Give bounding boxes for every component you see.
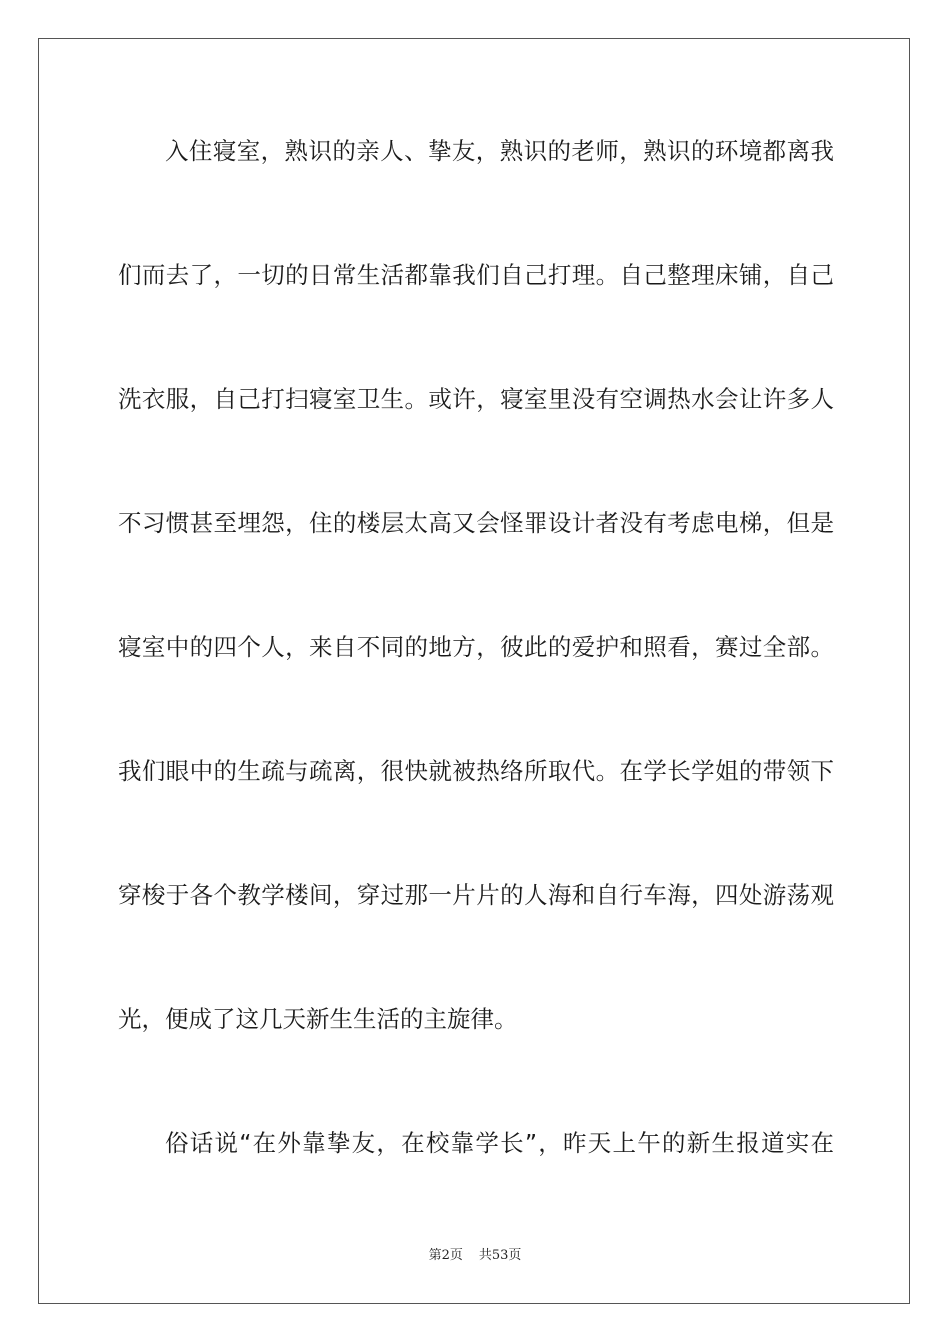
paragraph-line: 穿梭于各个教学楼间，穿过那一片片的人海和自行车海，四处游荡观 [118,881,834,909]
page-footer [0,1247,950,1265]
paragraph-line: 入住寝室，熟识的亲人、挚友，熟识的老师，熟识的环境都离我 [165,137,834,165]
page-total: 共53页 [478,1248,522,1263]
paragraph-line: 光，便成了这几天新生生活的主旋律。 [118,1005,518,1033]
paragraph-line: 寝室中的四个人，来自不同的地方，彼此的爱护和照看，赛过全部。 [118,633,834,661]
paragraph-line: 洗衣服，自己打扫寝室卫生。或许，寝室里没有空调热水会让许多人 [118,385,834,413]
page-border [38,38,910,1304]
paragraph-line: 我们眼中的生疏与疏离，很快就被热络所取代。在学长学姐的带领下 [118,757,834,785]
paragraph-line: 俗话说“在外靠挚友，在校靠学长”，昨天上午的新生报道实在 [165,1129,834,1157]
paragraph-line: 不习惯甚至埋怨，住的楼层太高又会怪罪设计者没有考虑电梯，但是 [118,509,834,537]
paragraph-line: 们而去了，一切的日常生活都靠我们自己打理。自己整理床铺，自己 [118,261,834,289]
page-number: 第2页 [428,1248,463,1263]
